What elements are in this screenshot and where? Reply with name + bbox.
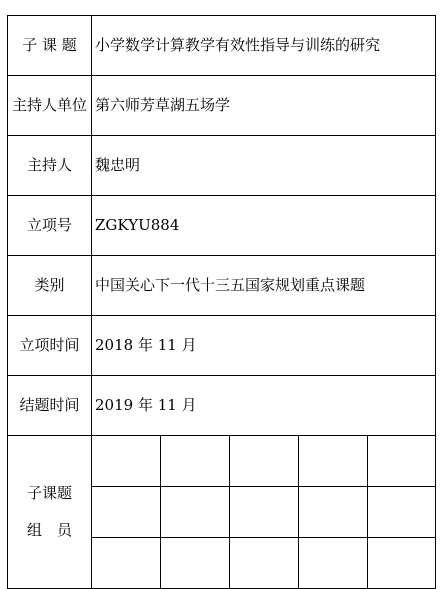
member-cell	[368, 538, 436, 589]
host-unit-label: 主持人单位	[8, 76, 92, 136]
member-cell	[92, 436, 161, 487]
members-label-line-2: 组 员	[26, 521, 72, 539]
approval-date-value: 2018 年 11 月	[92, 316, 436, 376]
member-cell	[368, 487, 436, 538]
row-sub-topic	[8, 16, 436, 76]
approval-date-label: 立项时间	[8, 316, 92, 376]
host-unit-value: 第六师芳草湖五场学	[92, 76, 436, 136]
row-completion-date	[8, 376, 436, 436]
member-cell	[92, 538, 161, 589]
sub-topic-label: 子 课 题	[8, 16, 92, 76]
completion-date-value: 2019 年 11 月	[92, 376, 436, 436]
member-cell	[161, 487, 230, 538]
host-value: 魏忠明	[92, 136, 436, 196]
row-category	[8, 256, 436, 316]
member-cell	[230, 538, 299, 589]
member-cell	[299, 436, 368, 487]
member-cell	[161, 538, 230, 589]
sub-topic-value: 小学数学计算教学有效性指导与训练的研究	[92, 16, 436, 76]
project-number-label: 立项号	[8, 196, 92, 256]
host-label: 主持人	[8, 136, 92, 196]
member-cell	[230, 487, 299, 538]
member-cell	[368, 436, 436, 487]
members-label-line-1: 子课题	[26, 484, 72, 502]
row-project-number	[8, 196, 436, 256]
project-number-value: ZGKYU884	[92, 196, 436, 256]
row-approval-date	[8, 316, 436, 376]
member-cell	[92, 487, 161, 538]
members-label	[8, 436, 92, 589]
category-label: 类别	[8, 256, 92, 316]
row-host-unit	[8, 76, 436, 136]
category-value: 中国关心下一代十三五国家规划重点课题	[92, 256, 436, 316]
member-row	[8, 436, 436, 487]
member-cell	[299, 538, 368, 589]
completion-date-label: 结题时间	[8, 376, 92, 436]
project-info-table	[7, 15, 436, 589]
member-cell	[299, 487, 368, 538]
member-cell	[161, 436, 230, 487]
row-host	[8, 136, 436, 196]
member-cell	[230, 436, 299, 487]
